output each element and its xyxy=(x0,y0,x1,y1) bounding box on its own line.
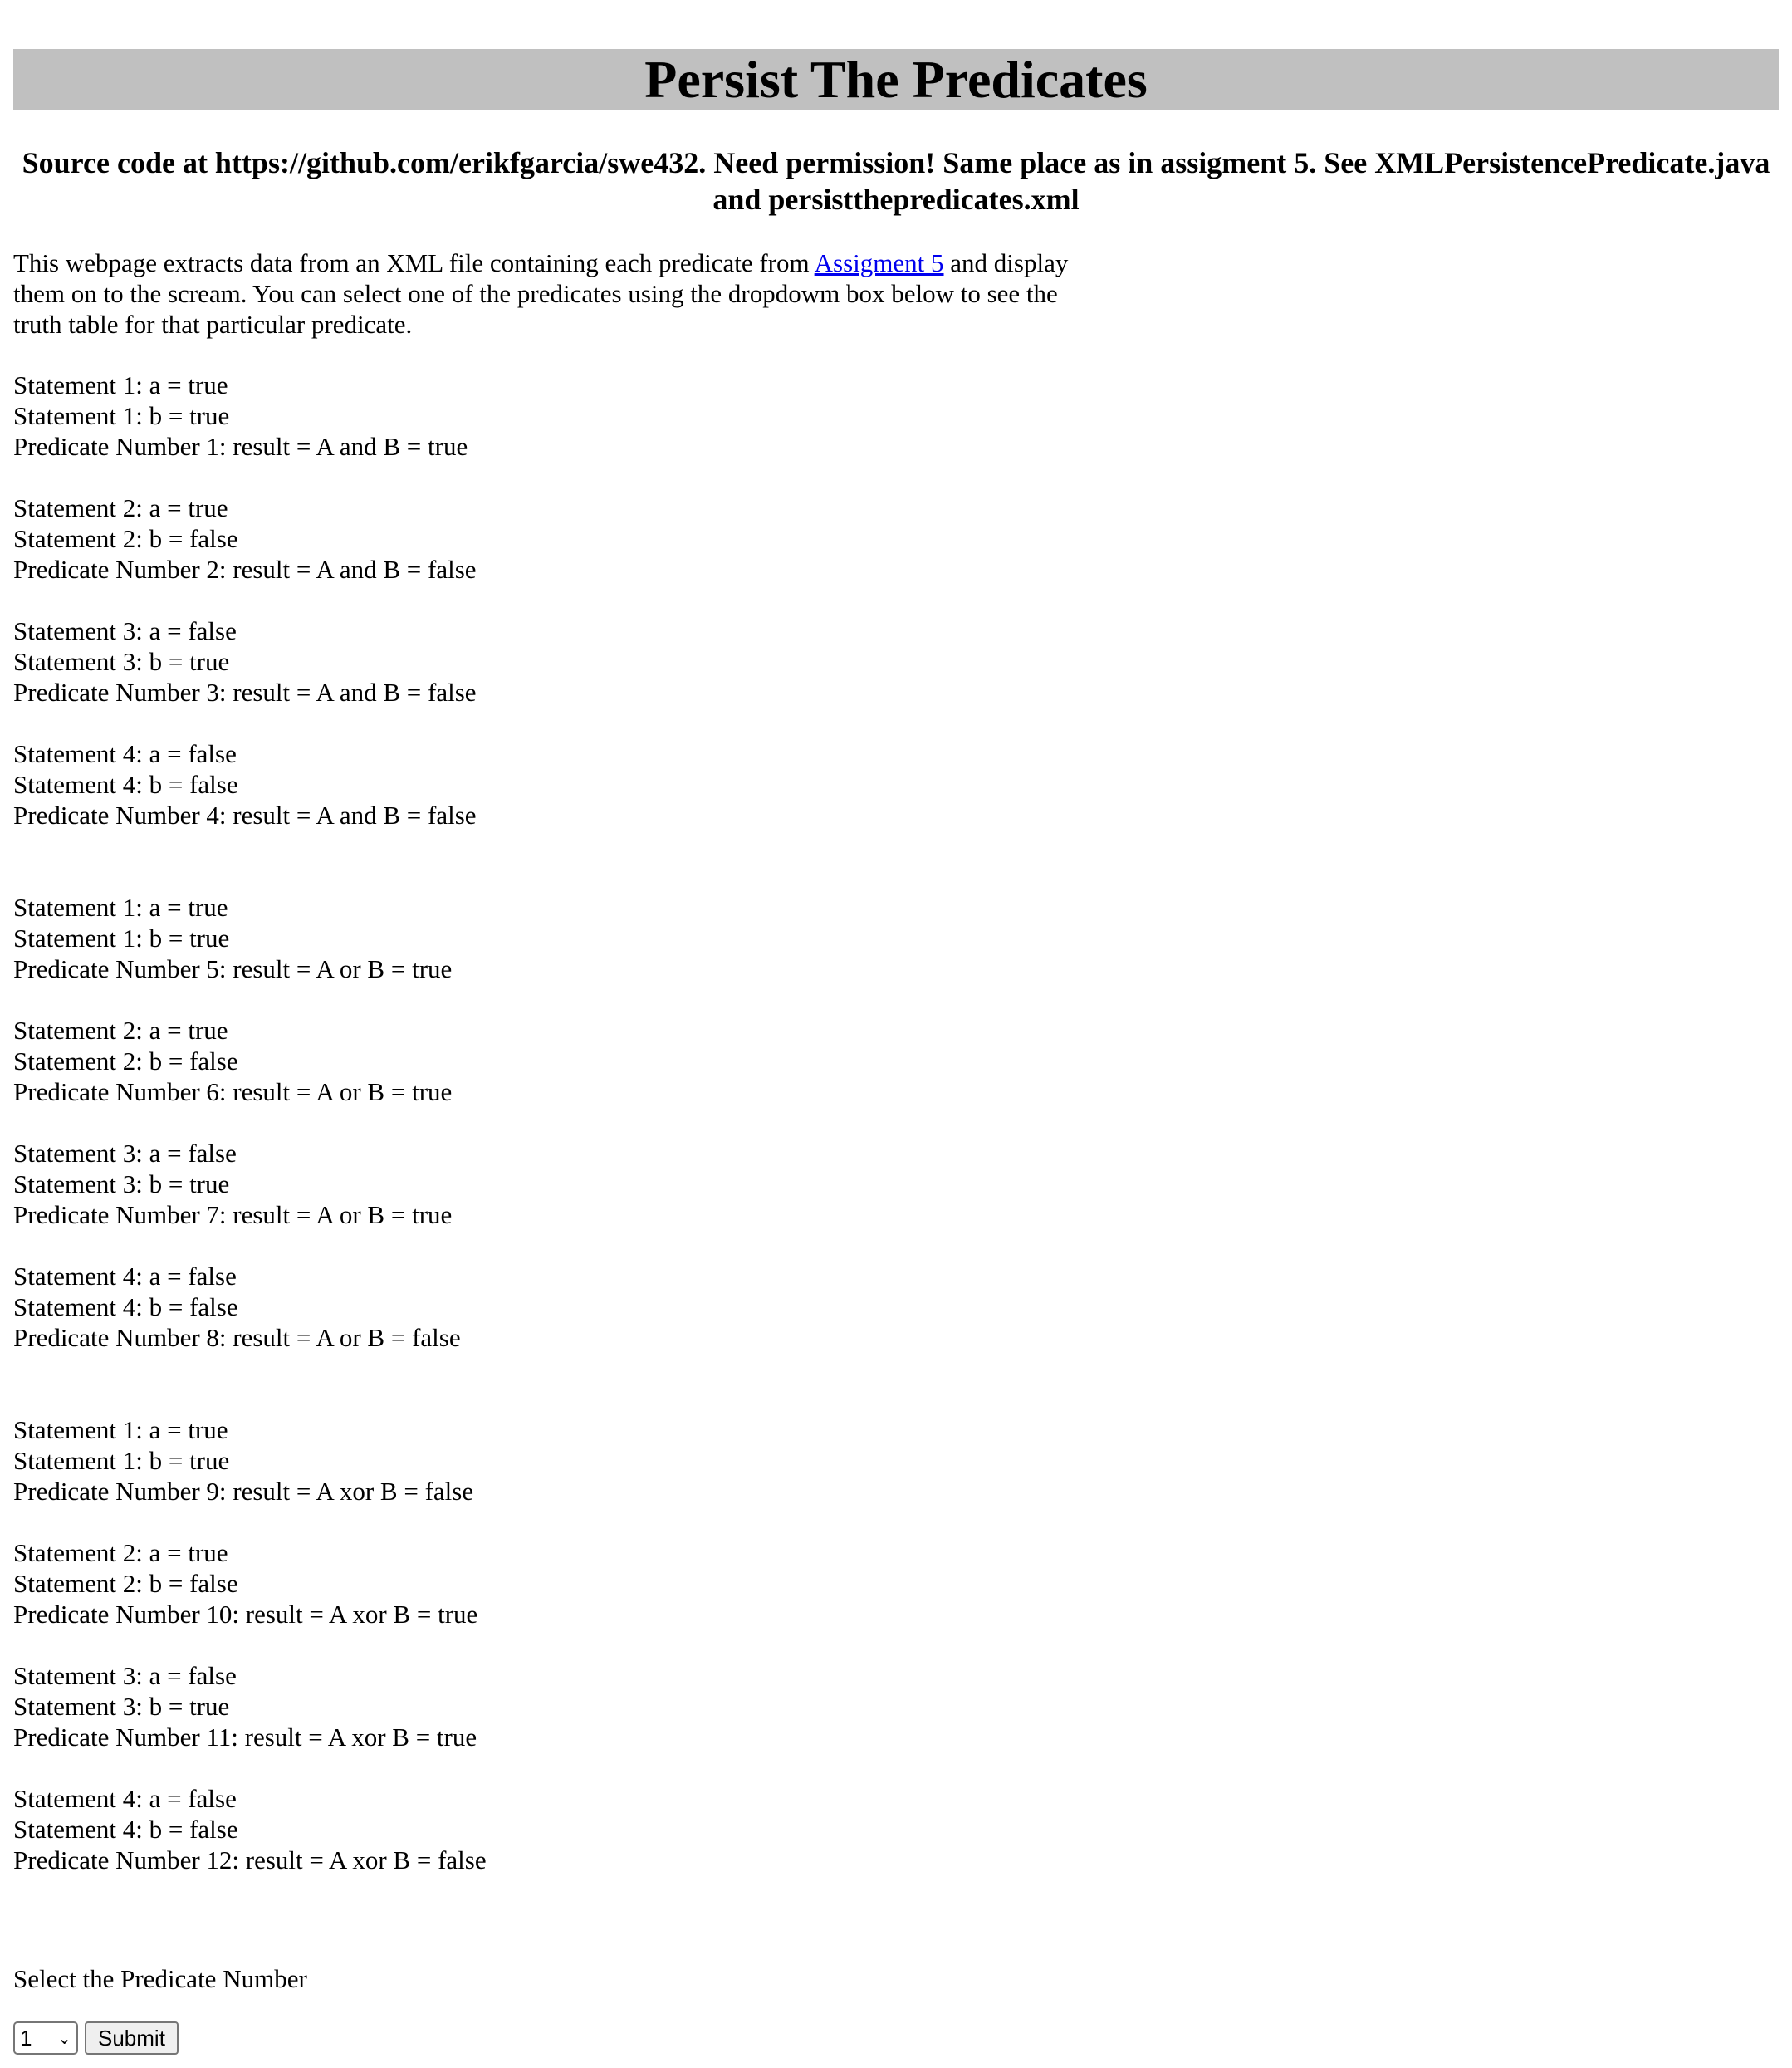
statement-line: Statement 1: a = true xyxy=(13,1415,228,1444)
select-predicate-label: Select the Predicate Number xyxy=(13,1964,307,1993)
statement-line: Statement 4: b = false xyxy=(13,770,238,799)
intro-text-after-link: and display them on to the scream. You can select one of the predicates using the dropdowm box below to see the truth table for that particular predicate. xyxy=(13,248,1069,339)
title-bar xyxy=(13,49,1779,110)
statement-line: Statement 2: b = false xyxy=(13,1046,238,1076)
predicate-result-line: Predicate Number 9: result = A xor B = false xyxy=(13,1477,474,1506)
statement-line: Statement 2: a = true xyxy=(13,493,228,522)
statement-line: Statement 3: b = true xyxy=(13,1692,230,1721)
intro-text-before-link: This webpage extracts data from an XML file containing each predicate from xyxy=(13,248,815,277)
statement-line: Statement 3: b = true xyxy=(13,1169,230,1198)
predicate-result-line: Predicate Number 8: result = A or B = false xyxy=(13,1323,461,1352)
predicate-result-line: Predicate Number 12: result = A xor B = false xyxy=(13,1845,487,1874)
intro-paragraph xyxy=(13,247,1076,340)
statement-line: Statement 2: b = false xyxy=(13,524,238,553)
statement-line: Statement 2: a = true xyxy=(13,1538,228,1567)
statement-line: Statement 3: a = false xyxy=(13,1139,237,1168)
predicate-result-line: Predicate Number 2: result = A and B = false xyxy=(13,555,477,584)
predicate-result-line: Predicate Number 10: result = A xor B = true xyxy=(13,1600,478,1629)
statement-line: Statement 4: a = false xyxy=(13,1262,237,1291)
page-title: Persist The Predicates xyxy=(644,50,1148,109)
statement-line: Statement 3: b = true xyxy=(13,647,230,676)
statement-line: Statement 4: a = false xyxy=(13,739,237,768)
predicate-result-line: Predicate Number 3: result = A and B = false xyxy=(13,678,477,707)
statement-line: Statement 3: a = false xyxy=(13,616,237,645)
predicate-form xyxy=(13,2021,179,2055)
chevron-down-icon: ⌄ xyxy=(57,2029,71,2048)
statement-line: Statement 4: a = false xyxy=(13,1784,237,1813)
assignment-5-link[interactable]: Assigment 5 xyxy=(814,248,944,277)
predicate-number-select[interactable] xyxy=(13,2021,78,2055)
statement-line: Statement 1: a = true xyxy=(13,893,228,922)
statement-line: Statement 1: a = true xyxy=(13,370,228,399)
selected-value: 1 xyxy=(20,2025,32,2051)
predicate-result-line: Predicate Number 7: result = A or B = true xyxy=(13,1200,453,1229)
statement-line: Statement 1: b = true xyxy=(13,1446,230,1475)
predicate-result-line: Predicate Number 6: result = A or B = true xyxy=(13,1077,453,1106)
statement-line: Statement 1: b = true xyxy=(13,401,230,430)
statement-line: Statement 2: b = false xyxy=(13,1569,238,1598)
submit-button[interactable]: Submit xyxy=(85,2021,179,2055)
predicate-result-line: Predicate Number 4: result = A and B = false xyxy=(13,801,477,830)
source-code-note: Source code at https://github.com/erikfgarcia/swe432. Need permission! Same place as in assigment 5. See XMLPersistencePredicate.java and persistthepredicates.xml xyxy=(22,146,1770,216)
statement-line: Statement 4: b = false xyxy=(13,1815,238,1844)
predicate-result-line: Predicate Number 11: result = A xor B = true xyxy=(13,1723,477,1752)
statement-line: Statement 2: a = true xyxy=(13,1016,228,1045)
statement-line: Statement 3: a = false xyxy=(13,1661,237,1690)
predicate-result-line: Predicate Number 1: result = A and B = true xyxy=(13,432,468,461)
statement-line: Statement 4: b = false xyxy=(13,1292,238,1321)
predicate-result-line: Predicate Number 5: result = A or B = true xyxy=(13,954,453,983)
statement-line: Statement 1: b = true xyxy=(13,924,230,953)
